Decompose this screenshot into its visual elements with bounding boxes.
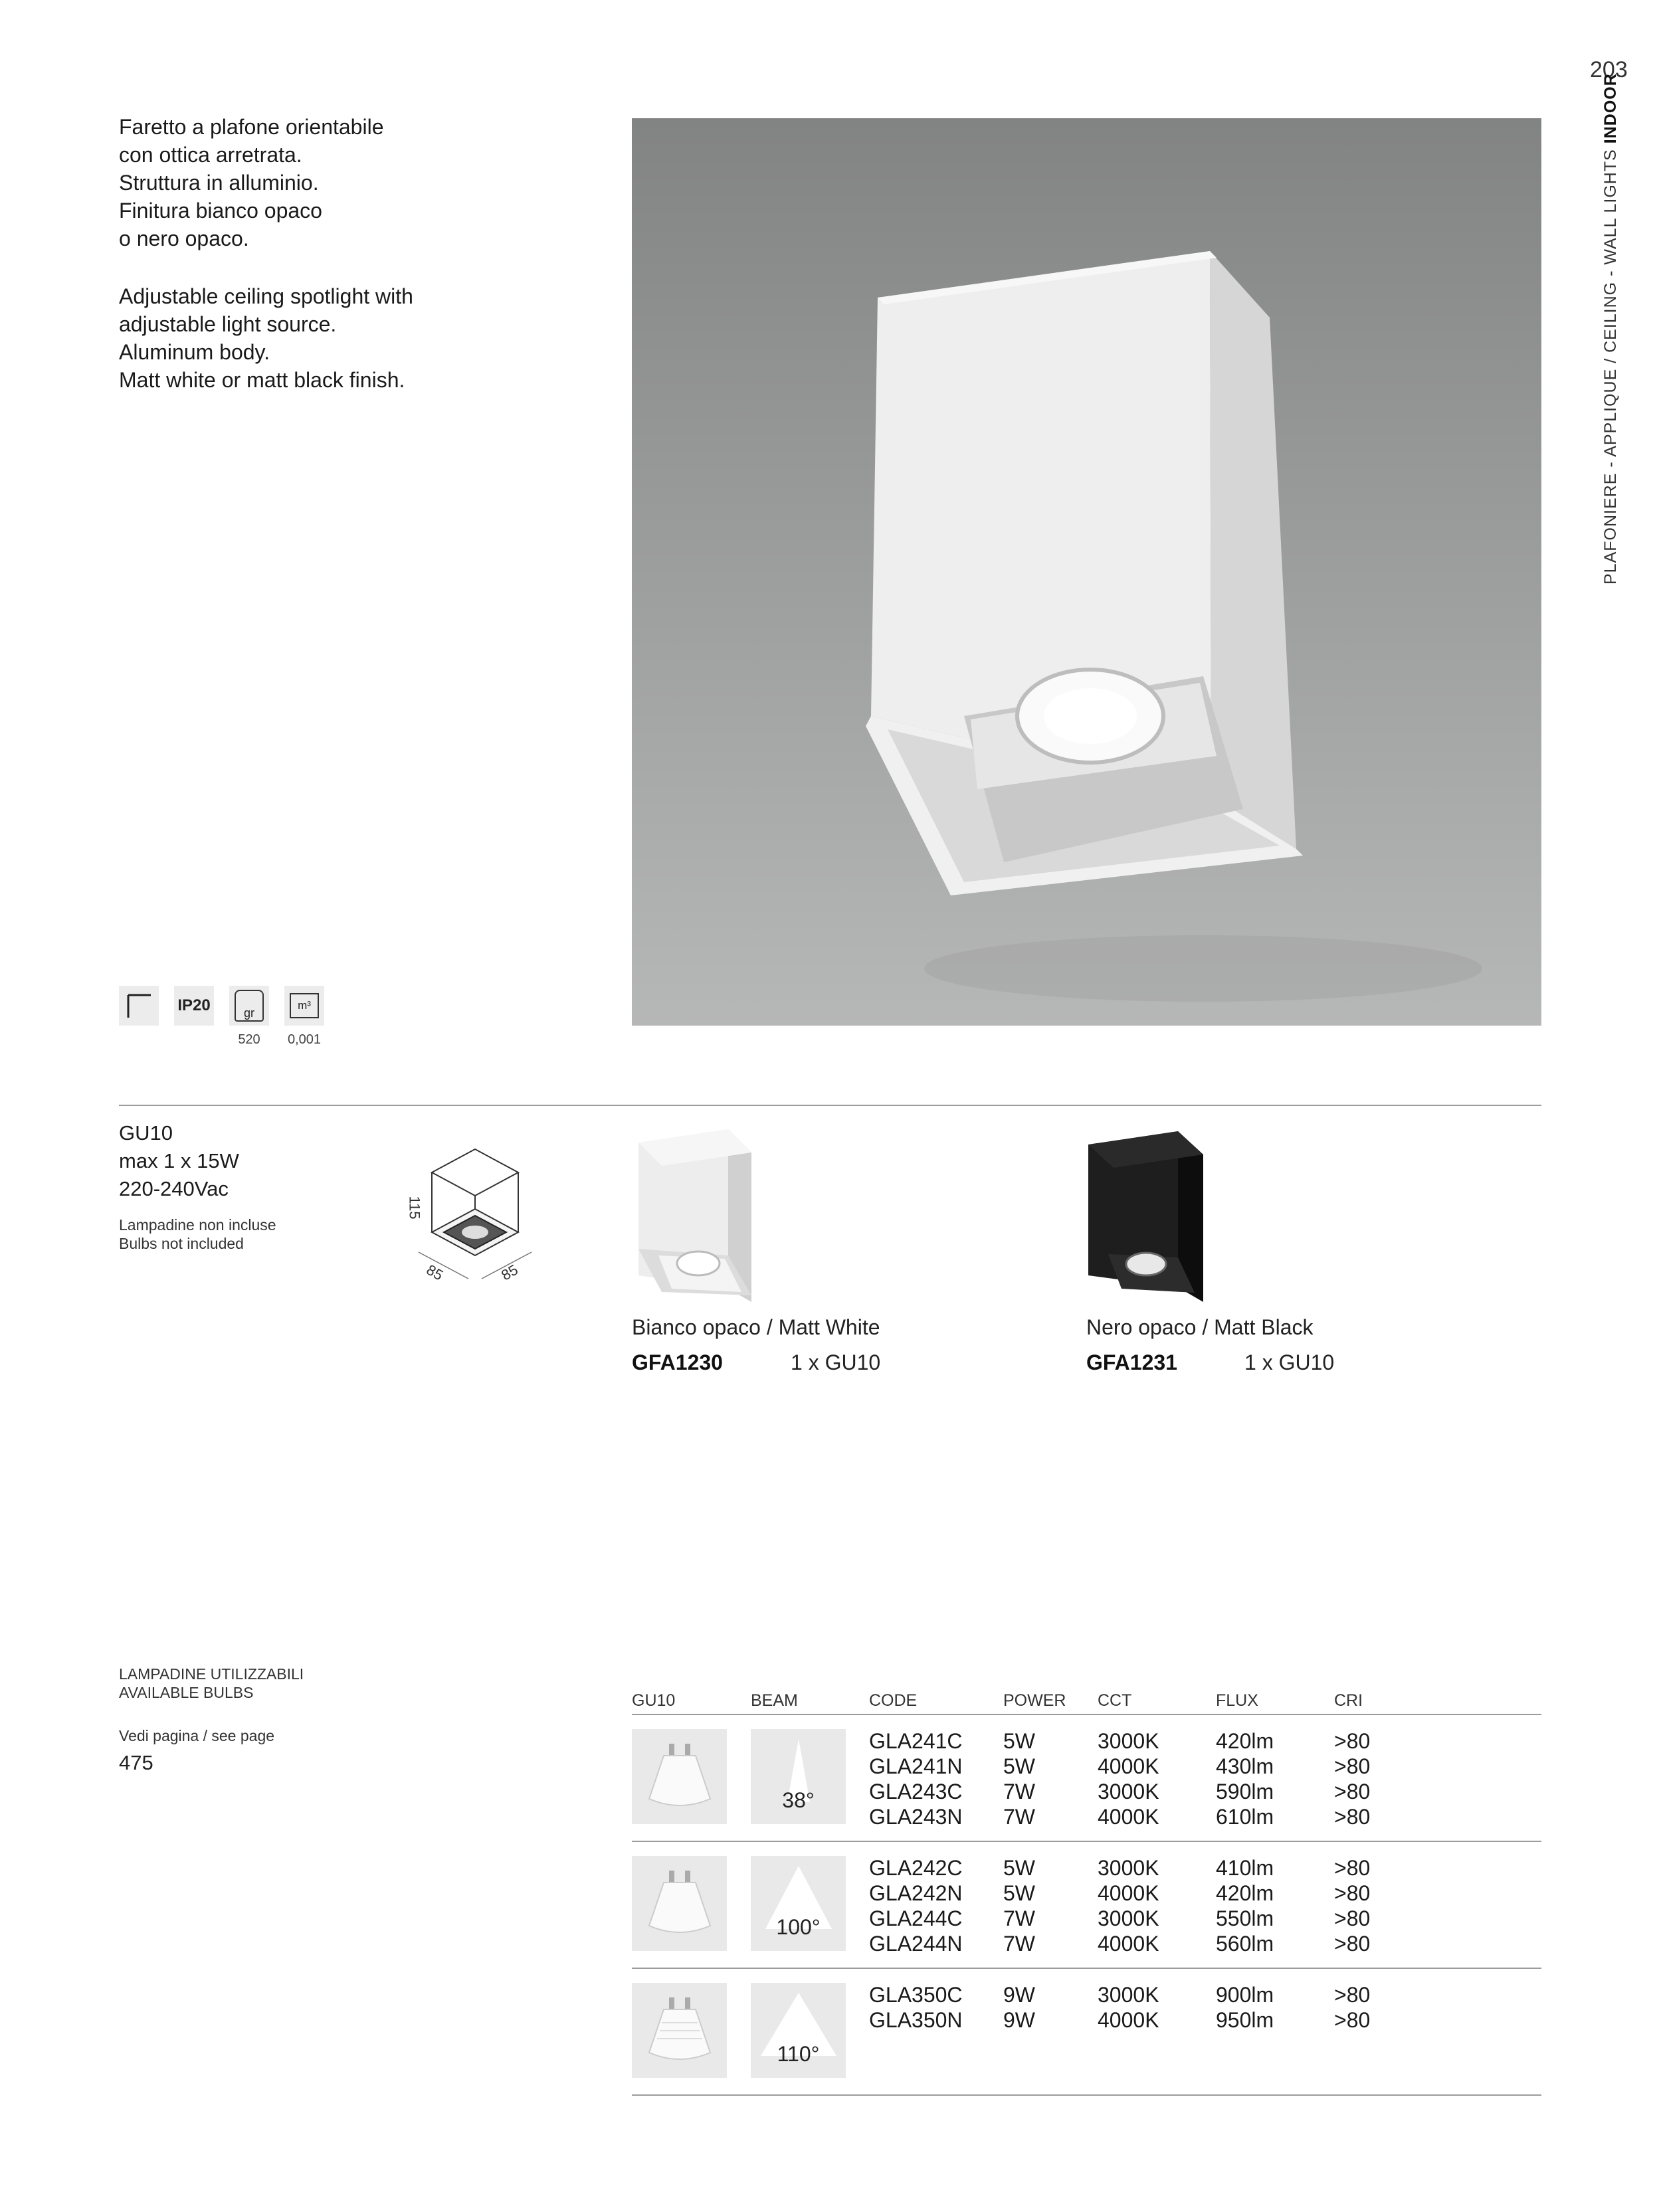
variant-white-photo xyxy=(632,1123,758,1302)
volume-value: 0,001 xyxy=(287,1032,322,1047)
ceiling-mount-glyph xyxy=(124,991,153,1020)
bulb-cct: 4000K xyxy=(1098,1932,1159,1956)
bulb-power: 9W xyxy=(1003,1983,1035,2007)
weight-unit: gr xyxy=(243,1006,254,1020)
description-english xyxy=(119,282,413,394)
variant-black-code: GFA1231 xyxy=(1086,1350,1177,1374)
cct-group-1 xyxy=(1098,1728,1159,1829)
bulb-power: 9W xyxy=(1003,2008,1035,2032)
bulb-cct: 4000K xyxy=(1098,1754,1159,1778)
variant-white-name: Bianco opaco / Matt White xyxy=(632,1315,880,1339)
bulbs-note-it: Lampadine non incluse xyxy=(119,1216,276,1234)
dimension-height: 115 xyxy=(406,1196,423,1220)
cri-group-2 xyxy=(1334,1855,1370,1956)
cri-group-1 xyxy=(1334,1728,1370,1829)
bulb-code: GLA243C xyxy=(869,1780,963,1803)
bulb-cct: 3000K xyxy=(1098,1983,1159,2007)
volume-icon xyxy=(284,986,324,1026)
desc-line: Adjustable ceiling spotlight with xyxy=(119,284,413,308)
flux-group-1 xyxy=(1216,1728,1274,1829)
col-head-beam: BEAM xyxy=(751,1691,798,1710)
desc-line: Faretto a plafone orientabile xyxy=(119,115,384,139)
bulb-flux: 560lm xyxy=(1216,1932,1274,1956)
variant-white-lamp: 1 x GU10 xyxy=(791,1350,881,1374)
bulb-cct: 3000K xyxy=(1098,1906,1159,1930)
bulb-gu10-thumbnail xyxy=(632,1983,727,2078)
ip-rating-badge: IP20 xyxy=(174,986,214,1026)
bulb-power: 7W xyxy=(1003,1780,1035,1803)
spec-voltage: 220-240Vac xyxy=(119,1177,229,1200)
bulb-cri: >80 xyxy=(1334,1881,1371,1905)
bulb-cri: >80 xyxy=(1334,1754,1371,1778)
desc-line: Matt white or matt black finish. xyxy=(119,368,405,392)
col-head-gu10: GU10 xyxy=(632,1691,676,1710)
bulb-cri: >80 xyxy=(1334,1856,1371,1880)
bulb-power: 5W xyxy=(1003,1856,1035,1880)
spec-max-power: max 1 x 15W xyxy=(119,1149,239,1172)
bulb-flux: 420lm xyxy=(1216,1881,1274,1905)
bulb-cri: >80 xyxy=(1334,1805,1371,1829)
available-bulbs-en: AVAILABLE BULBS xyxy=(119,1684,254,1701)
bulb-power: 5W xyxy=(1003,1881,1035,1905)
variant-black-name: Nero opaco / Matt Black xyxy=(1086,1315,1314,1339)
spec-socket: GU10 xyxy=(119,1121,173,1145)
dimension-width: 85 xyxy=(423,1261,446,1284)
bulb-flux: 410lm xyxy=(1216,1856,1274,1880)
available-bulbs-it: LAMPADINE UTILIZZABILI xyxy=(119,1665,304,1683)
description-italian xyxy=(119,113,383,252)
bulb-flux: 590lm xyxy=(1216,1780,1274,1803)
bulb-code: GLA244C xyxy=(869,1906,963,1930)
bulb-flux: 900lm xyxy=(1216,1983,1274,2007)
desc-line: Finitura bianco opaco xyxy=(119,199,322,223)
col-head-cri: CRI xyxy=(1334,1691,1363,1710)
category-indoor: INDOOR xyxy=(1601,73,1620,144)
group-divider xyxy=(632,1968,1541,1969)
col-head-power: POWER xyxy=(1003,1691,1066,1710)
desc-line: Aluminum body. xyxy=(119,340,270,364)
see-page-label: Vedi pagina / see page xyxy=(119,1727,275,1744)
bulb-power: 7W xyxy=(1003,1906,1035,1930)
bulb-code: GLA244N xyxy=(869,1932,963,1956)
col-head-code: CODE xyxy=(869,1691,918,1710)
flux-group-3 xyxy=(1216,1982,1274,2033)
bulb-cri: >80 xyxy=(1334,2008,1371,2032)
bulb-cct: 3000K xyxy=(1098,1780,1159,1803)
bulb-cct: 4000K xyxy=(1098,2008,1159,2032)
beam-angle-label: 100° xyxy=(776,1915,821,1939)
bulb-cri: >80 xyxy=(1334,1780,1371,1803)
category-text: PLAFONIERE - APPLIQUE / CEILING - WALL LIGHTS xyxy=(1601,149,1620,585)
dimension-drawing xyxy=(399,1143,551,1289)
group-divider xyxy=(632,1841,1541,1842)
bulb-code: GLA243N xyxy=(869,1805,963,1829)
bulb-power: 7W xyxy=(1003,1932,1035,1956)
bulbs-note-en: Bulbs not included xyxy=(119,1235,244,1252)
bulb-cri: >80 xyxy=(1334,1932,1371,1956)
bulb-code: GLA241N xyxy=(869,1754,963,1778)
bulb-flux: 430lm xyxy=(1216,1754,1274,1778)
cct-group-2 xyxy=(1098,1855,1159,1956)
ceiling-spotlight-illustration xyxy=(632,118,1541,1026)
volume-unit: m³ xyxy=(298,999,311,1012)
bulb-flux: 610lm xyxy=(1216,1805,1274,1829)
weight-value: 520 xyxy=(238,1032,260,1047)
bulb-code: GLA350N xyxy=(869,2008,963,2032)
col-head-cct: CCT xyxy=(1098,1691,1132,1710)
flux-group-2 xyxy=(1216,1855,1274,1956)
power-group-2 xyxy=(1003,1855,1035,1956)
specs-block xyxy=(119,1119,239,1203)
bulb-code: GLA242C xyxy=(869,1856,963,1880)
bulb-cct: 3000K xyxy=(1098,1856,1159,1880)
cct-group-3 xyxy=(1098,1982,1159,2033)
gu10-bulb-icon xyxy=(632,1856,727,1951)
see-page-number: 475 xyxy=(119,1751,153,1774)
bulb-flux: 950lm xyxy=(1216,2008,1274,2032)
dimension-depth: 85 xyxy=(498,1261,521,1284)
bulbs-note xyxy=(119,1216,276,1253)
desc-line: Struttura in alluminio. xyxy=(119,171,319,195)
gu10-bulb-icon xyxy=(632,1983,727,2078)
beam-angle-label: 38° xyxy=(782,1788,815,1812)
bulb-flux: 550lm xyxy=(1216,1906,1274,1930)
white-spotlight-thumbnail xyxy=(632,1123,758,1302)
codes-group-1 xyxy=(869,1728,963,1829)
cri-group-3 xyxy=(1334,1982,1370,2033)
gu10-bulb-icon xyxy=(632,1729,727,1824)
bulb-code: GLA241C xyxy=(869,1729,963,1753)
codes-group-2 xyxy=(869,1855,963,1956)
page-number: 203 xyxy=(1590,57,1628,82)
bulb-cri: >80 xyxy=(1334,1906,1371,1930)
desc-line: con ottica arretrata. xyxy=(119,143,302,167)
volume-glyph xyxy=(290,993,319,1018)
table-header-rule xyxy=(632,1714,1541,1715)
power-group-3 xyxy=(1003,1982,1035,2033)
ceiling-mount-icon xyxy=(119,986,159,1026)
hero-product-photo xyxy=(632,118,1541,1026)
bulb-power: 7W xyxy=(1003,1805,1035,1829)
bulb-cri: >80 xyxy=(1334,1983,1371,2007)
variant-white-code: GFA1230 xyxy=(632,1350,723,1374)
variant-black-photo xyxy=(1085,1128,1211,1302)
desc-line: o nero opaco. xyxy=(119,227,249,250)
bulb-gu10-thumbnail xyxy=(632,1856,727,1951)
bulb-cct: 4000K xyxy=(1098,1881,1159,1905)
section-divider xyxy=(119,1105,1541,1106)
power-group-1 xyxy=(1003,1728,1035,1829)
bulb-cri: >80 xyxy=(1334,1729,1371,1753)
desc-line: adjustable light source. xyxy=(119,312,337,336)
bulb-flux: 420lm xyxy=(1216,1729,1274,1753)
bulb-power: 5W xyxy=(1003,1729,1035,1753)
category-side-label xyxy=(1601,73,1620,585)
beam-angle-label: 110° xyxy=(777,2042,820,2066)
bulb-cct: 4000K xyxy=(1098,1805,1159,1829)
col-head-flux: FLUX xyxy=(1216,1691,1258,1710)
bulb-cct: 3000K xyxy=(1098,1729,1159,1753)
codes-group-3 xyxy=(869,1982,963,2033)
weight-icon xyxy=(229,986,269,1026)
bulb-code: GLA242N xyxy=(869,1881,963,1905)
bulb-code: GLA350C xyxy=(869,1983,963,2007)
bulb-power: 5W xyxy=(1003,1754,1035,1778)
weight-glyph xyxy=(235,990,264,1022)
bulb-gu10-thumbnail xyxy=(632,1729,727,1824)
table-bottom-rule xyxy=(632,2094,1541,2096)
black-spotlight-thumbnail xyxy=(1085,1128,1211,1302)
available-bulbs-label xyxy=(119,1665,304,1702)
variant-black-lamp: 1 x GU10 xyxy=(1244,1350,1335,1374)
